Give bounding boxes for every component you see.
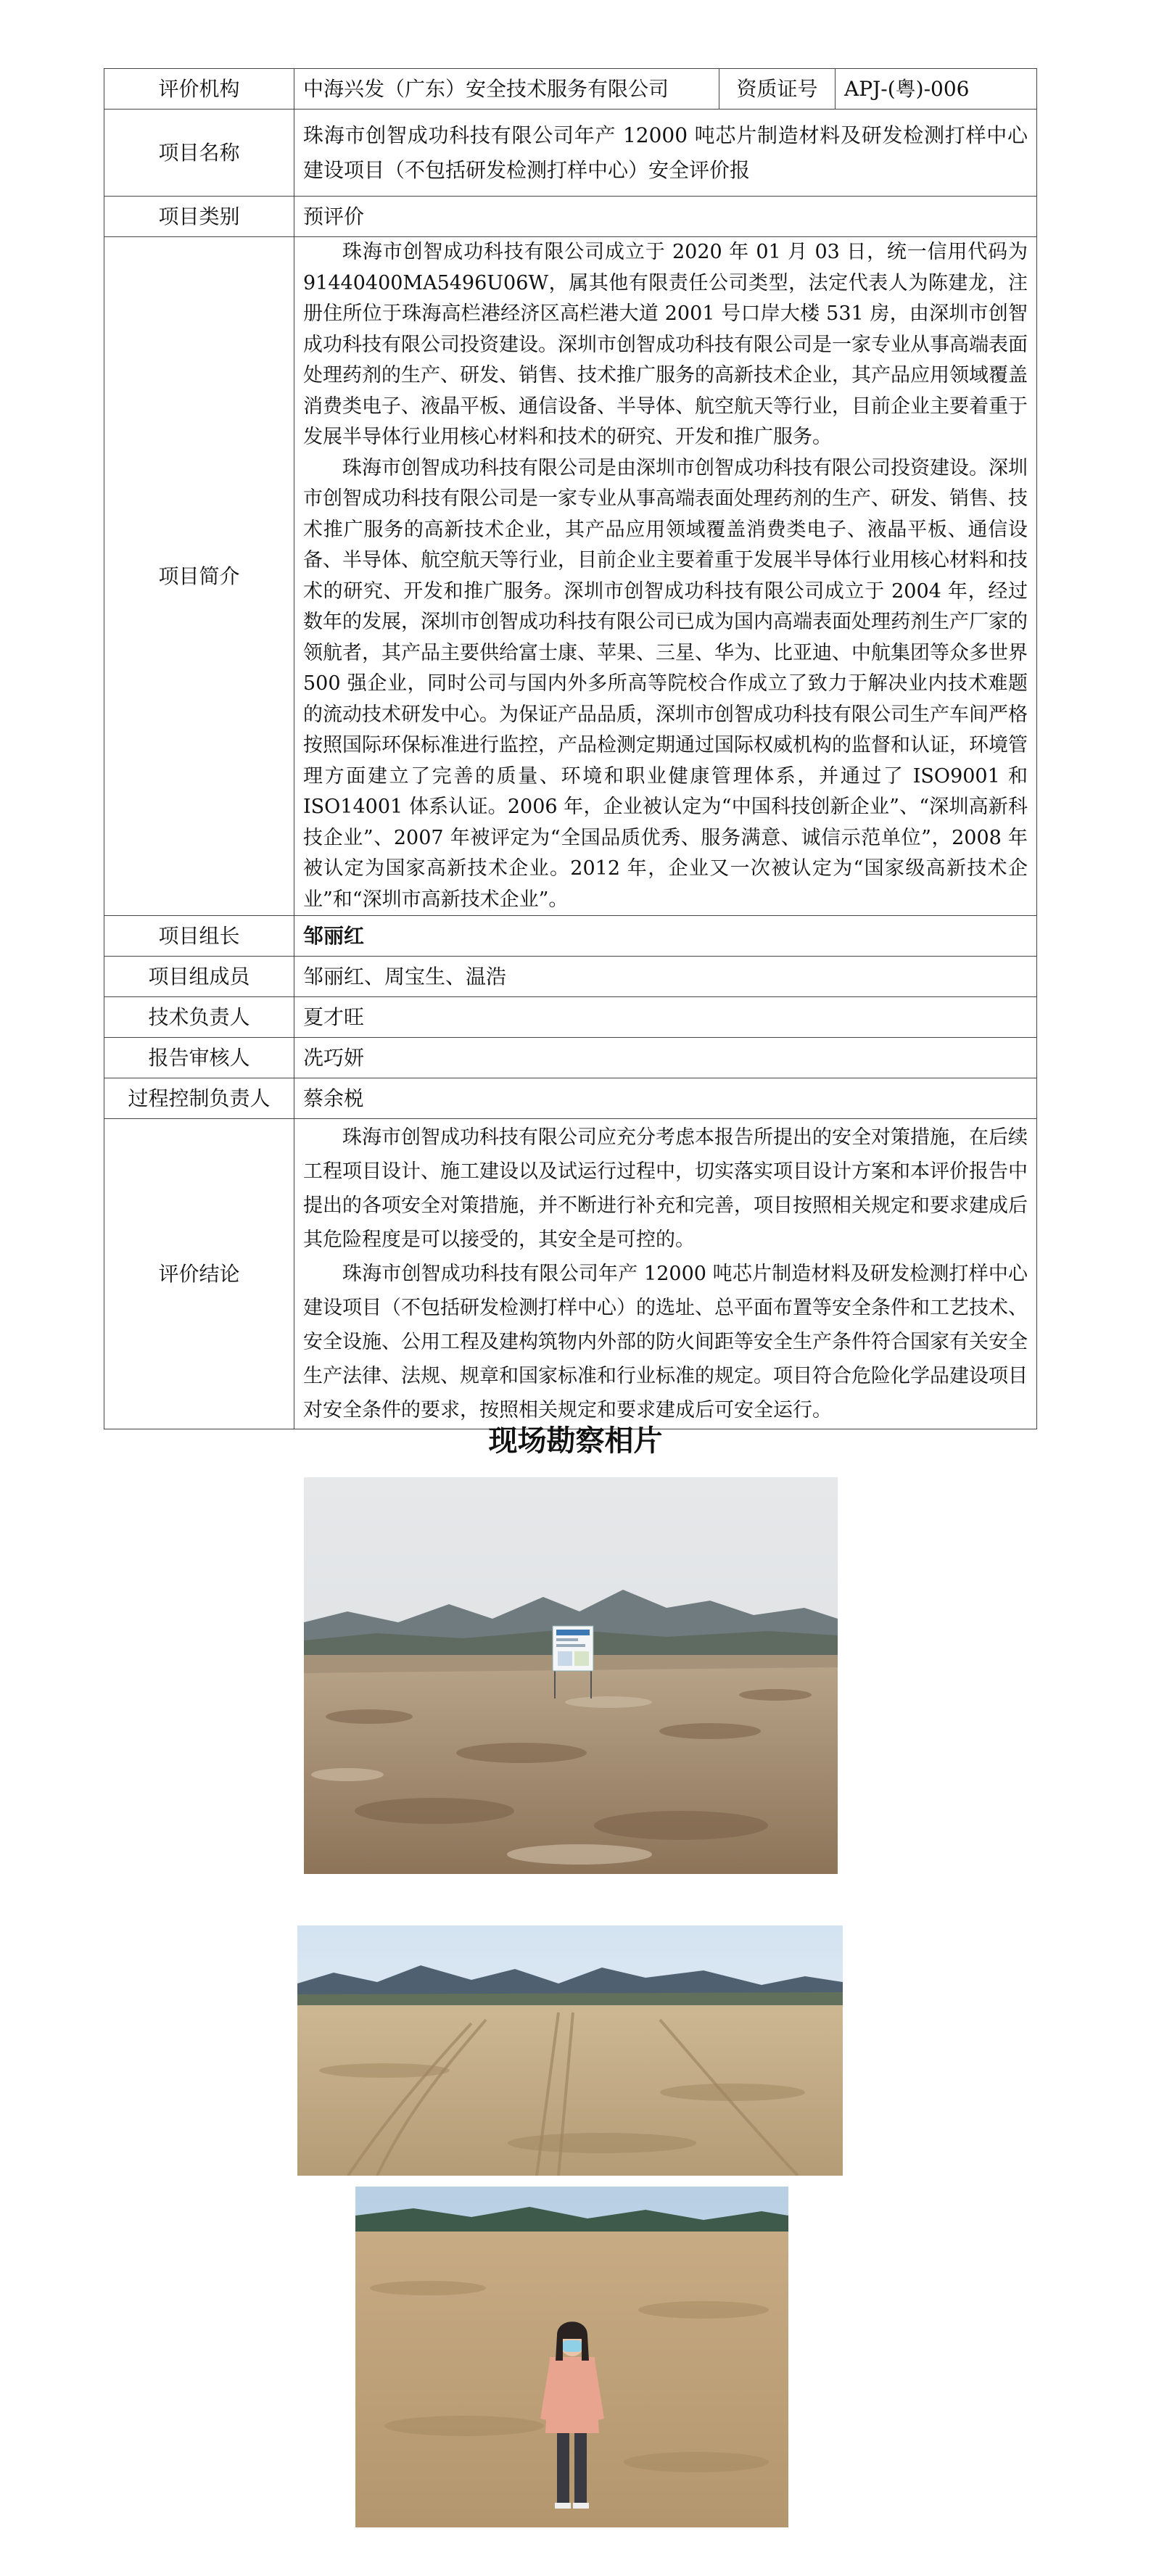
leader-value: 邹丽红 xyxy=(294,916,1037,957)
site-photo-3 xyxy=(355,2187,788,2527)
org-value: 中海兴发（广东）安全技术服务有限公司 xyxy=(294,69,719,110)
photos-title: 现场勘察相片 xyxy=(488,1424,663,1458)
intro-label: 项目简介 xyxy=(104,237,294,916)
org-label: 评价机构 xyxy=(104,69,294,110)
conclusion-value xyxy=(294,1119,1037,1429)
leader-label: 项目组长 xyxy=(104,916,294,957)
tech-value: 夏才旺 xyxy=(294,997,1037,1038)
members-value: 邹丽红、周宝生、温浩 xyxy=(294,957,1037,997)
site-photo-1 xyxy=(304,1477,838,1874)
row-intro xyxy=(104,237,1037,916)
site-photo-1-image xyxy=(304,1477,838,1874)
row-process xyxy=(104,1078,1037,1119)
project-name-value xyxy=(294,110,1037,197)
category-label: 项目类别 xyxy=(104,197,294,237)
members-label: 项目组成员 xyxy=(104,957,294,997)
reviewer-value: 冼巧妍 xyxy=(294,1038,1037,1078)
evaluation-info-table xyxy=(104,68,1037,1429)
conclusion-paragraph-2: 珠海市创智成功科技有限公司年产 12000 吨芯片制造材料及研发检测打样中心建设项目（不包括研发检测打样中心）的选址、总平面布置等安全条件和工艺技术、安全设施、公用工程及建构筑物内外部的防火间距等安全生产条件符合国家有关安全生产法律、法规、规章和国家标准和行业标准的规定。项目符合危险化学品建设项目对安全条件的要求，按照相关规定和要求建成后可安全运行。 xyxy=(303,1263,1028,1421)
cert-value: APJ-(粤)-006 xyxy=(836,69,1037,110)
cert-label: 资质证号 xyxy=(719,69,836,110)
tech-label: 技术负责人 xyxy=(104,997,294,1038)
row-leader xyxy=(104,916,1037,957)
conclusion-label: 评价结论 xyxy=(104,1119,294,1429)
site-photo-3-image xyxy=(355,2187,788,2527)
intro-value xyxy=(294,237,1037,916)
row-org xyxy=(104,69,1037,110)
reviewer-label: 报告审核人 xyxy=(104,1038,294,1078)
row-category xyxy=(104,197,1037,237)
project-name-label: 项目名称 xyxy=(104,110,294,197)
intro-paragraph-2: 珠海市创智成功科技有限公司是由深圳市创智成功科技有限公司投资建设。深圳市创智成功科技有限公司是一家专业从事高端表面处理药剂的生产、研发、销售、技术推广服务的高新技术企业，其产品应用领域覆盖消费类电子、液晶平板、通信设备、半导体、航空航天等行业，目前企业主要着重于发展半导体行业用核心材料和技术的研究、开发和推广服务。深圳市创智成功科技有限公司成立于 2004 年，经过数年的发展，深圳市创智成功科技有限公司已成为国内高端表面处理药剂生产厂家的领航者，其产品主要供给富士康、苹果、三星、华为、比亚迪、中航集团等众多世界 500 强企业，同时公司与国内外多所高等院校合作成立了致力于解决业内技术难题的流动技术研发中心。为保证产品品质，深圳市创智成功科技有限公司生产车间严格按照国际环保标准进行监控，产品检测定期通过国际权威机构的监督和认证，环境管理方面建立了完善的质量、环境和职业健康管理体系，并通过了 ISO9001 和 ISO14001 体系认证。2006 年，企业被认定为“中国科技创新企业”、“深圳高新科技企业”、2007 年被评定为“全国品质优秀、服务满意、诚信示范单位”，2008 年被认定为国家高新技术企业。2012 年，企业又一次被认定为“国家级高新技术企业”和“深圳市高新技术企业”。 xyxy=(303,456,1028,911)
row-conclusion xyxy=(104,1119,1037,1429)
row-members xyxy=(104,957,1037,997)
row-reviewer xyxy=(104,1038,1037,1078)
project-name-text: 珠海市创智成功科技有限公司年产 12000 吨芯片制造材料及研发检测打样中心建设项目（不包括研发检测打样中心）安全评价报 xyxy=(303,123,1028,182)
site-photo-2 xyxy=(297,1925,843,2176)
category-value: 预评价 xyxy=(294,197,1037,237)
process-label: 过程控制负责人 xyxy=(104,1078,294,1119)
conclusion-paragraph-1: 珠海市创智成功科技有限公司应充分考虑本报告所提出的安全对策措施，在后续工程项目设计、施工建设以及试运行过程中，切实落实项目设计方案和本评价报告中提出的各项安全对策措施，并不断进行补充和完善，项目按照相关规定和要求建成后其危险程度是可以接受的，其安全是可控的。 xyxy=(303,1126,1028,1251)
row-project-name xyxy=(104,110,1037,197)
intro-paragraph-1: 珠海市创智成功科技有限公司成立于 2020 年 01 月 03 日，统一信用代码为 91440400MA5496U06W，属其他有限责任公司类型，法定代表人为陈建龙，注册住所位于珠海高栏港经济区高栏港大道 2001 号口岸大楼 531 房，由深圳市创智成功科技有限公司投资建设。深圳市创智成功科技有限公司是一家专业从事高端表面处理药剂的生产、研发、销售、技术推广服务的高新技术企业，其产品应用领域覆盖消费类电子、液晶平板、通信设备、半导体、航空航天等行业，目前企业主要着重于发展半导体行业用核心材料和技术的研究、开发和推广服务。 xyxy=(303,241,1028,448)
process-value: 蔡余棁 xyxy=(294,1078,1037,1119)
site-photo-2-image xyxy=(297,1925,843,2176)
row-tech xyxy=(104,997,1037,1038)
